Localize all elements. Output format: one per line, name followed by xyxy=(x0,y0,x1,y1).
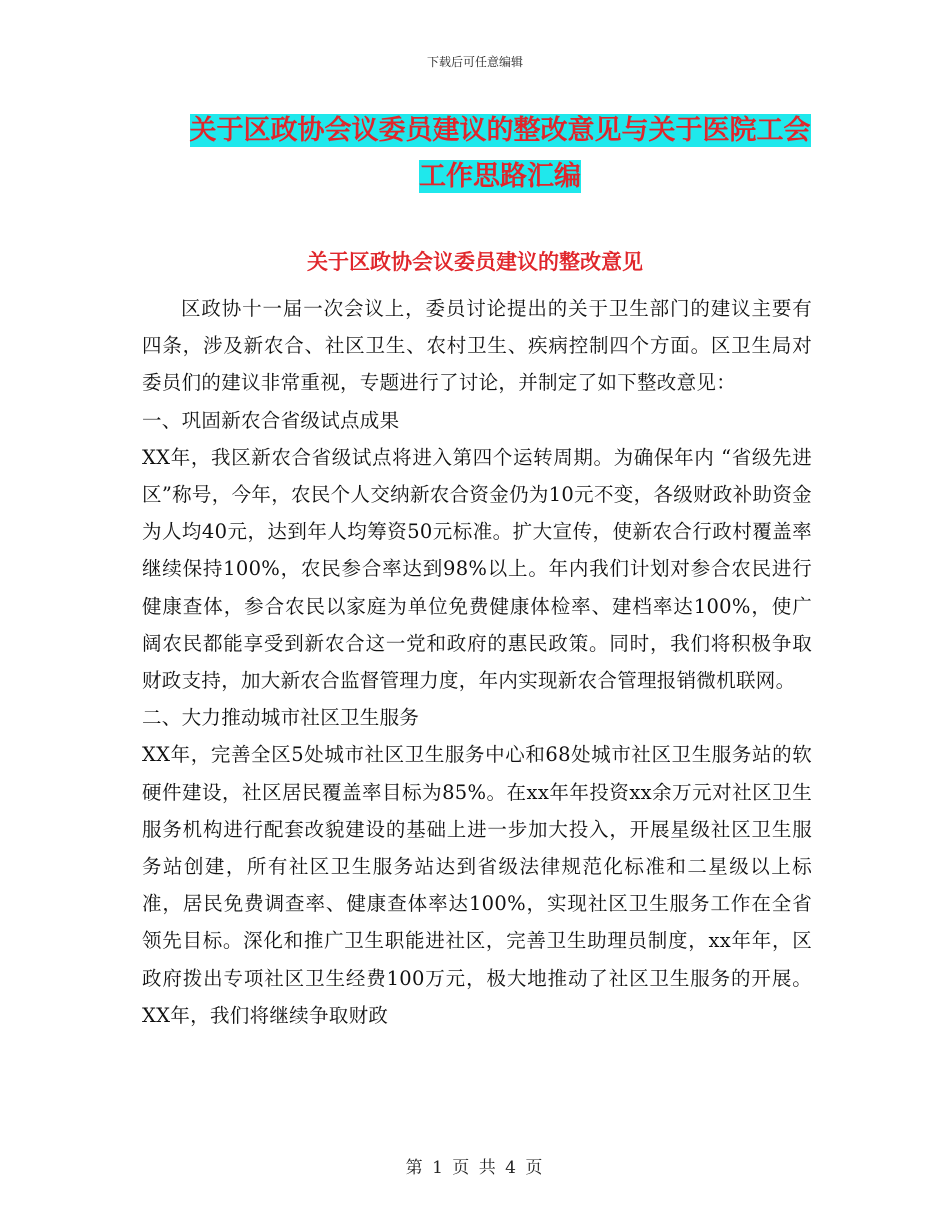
section-title: 关于区政协会议委员建议的整改意见 xyxy=(307,250,643,274)
document-title xyxy=(140,108,860,200)
heading-1: 一、巩固新农合省级试点成果 xyxy=(142,408,400,432)
paragraph-1: XX年，我区新农合省级试点将进入第四个运转周期。为确保年内 “省级先进区”称号，今年，农民个人交纳新农合资金仍为10元不变，各级财政补助资金为人均40元，达到年人均筹资50元标准。扩大宣传，使新农合行政村覆盖率继续保持100%，农民参合率达到98%以上。年内我们计划对参合农民进行健康查体，参合农民以家庭为单位免费健康体检率、建档率达100%，使广阔农民都能享受到新农合这一党和政府的惠民政策。同时，我们将积极争取财政支持，加大新农合监督管理力度，年内实现新农合管理报销微机联网。 xyxy=(142,445,812,693)
header-note: 下载后可任意编辑 xyxy=(426,55,523,69)
paragraph-2: XX年，完善全区5处城市社区卫生服务中心和68处城市社区卫生服务站的软硬件建设，社区居民覆盖率目标为85%。在xx年年投资xx余万元对社区卫生服务机构进行配套改貌建设的基础上进一步加大投入，开展星级社区卫生服务站创建，所有社区卫生服务站达到省级法律规范化标准和二星级以上标准，居民免费调查率、健康查体率达100%，实现社区卫生服务工作在全省领先目标。深化和推广卫生职能进社区，完善卫生助理员制度，xx年年，区政府拨出专项社区卫生经费100万元，极大地推动了社区卫生服务的开展。XX年，我们将继续争取财政 xyxy=(142,743,812,1027)
document-title-line-1: 关于区政协会议委员建议的整改意见与关于医院工会 xyxy=(189,115,811,146)
page-footer: 第 1 页 共 4 页 xyxy=(405,1158,545,1178)
document-body xyxy=(142,290,812,1034)
heading-2: 二、大力推动城市社区卫生服务 xyxy=(142,706,420,730)
document-title-line-2: 工作思路汇编 xyxy=(419,161,581,192)
paragraph-intro: 区政协十一届一次会议上，委员讨论提出的关于卫生部门的建议主要有四条，涉及新农合、社区卫生、农村卫生、疾病控制四个方面。区卫生局对委员们的建议非常重视，专题进行了讨论，并制定了如下整改意见： xyxy=(142,297,812,395)
